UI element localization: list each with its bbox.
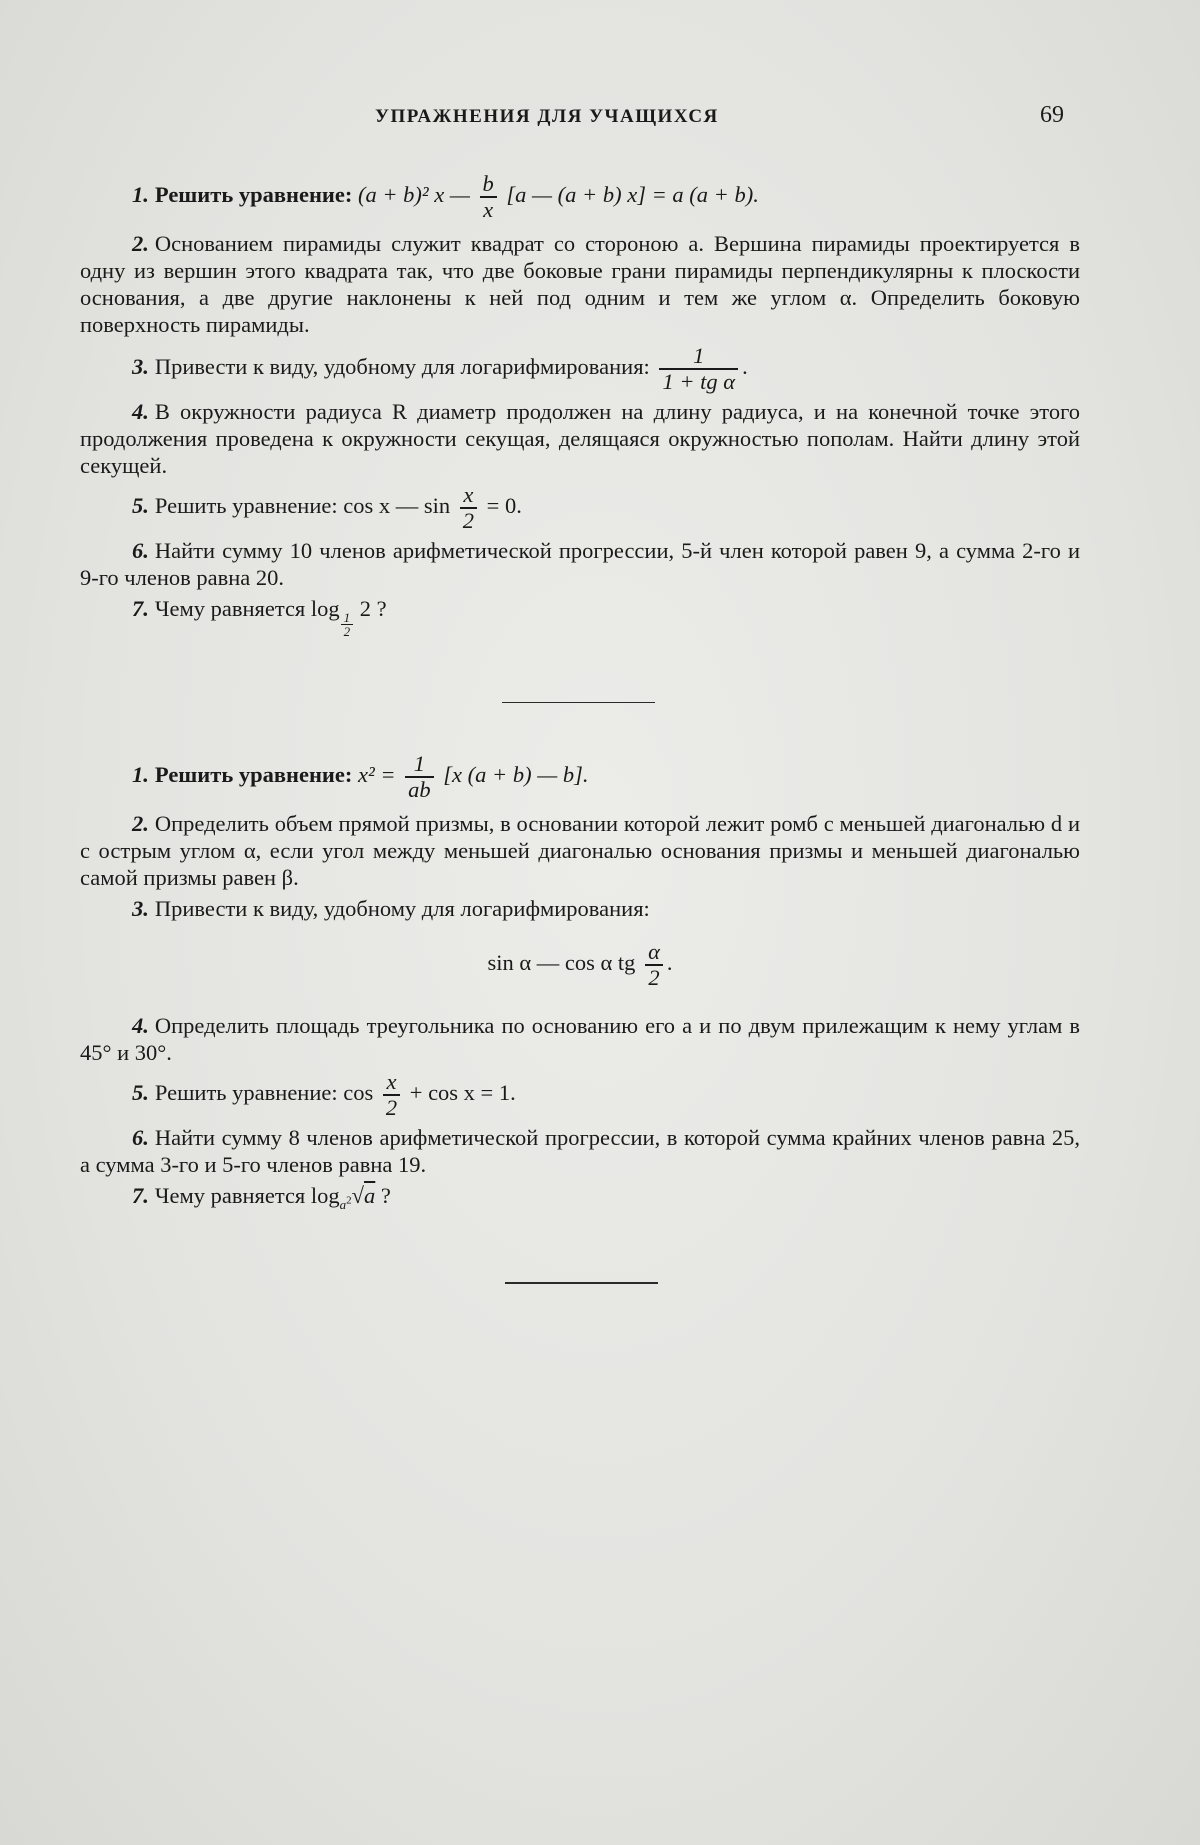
exercise-2-4: 4. Определить площадь треугольника по основанию его a и по двум прилежащим к нему углам в 45° и 30°. xyxy=(80,1013,1080,1065)
fraction: $\frac{b}{x}$ xyxy=(480,172,497,222)
exercise-1-4: 4. В окружности радиуса R диаметр продолжен на длину радиуса, и на конечной точке этого продолжения проведена к окружности секущая, делящаяся окружностью пополам. Найти длину этой секущей. xyxy=(80,399,1080,478)
exercise-1-5: 5. Решить уравнение: cos x — sin $\frac{x}{2}$ = 0. xyxy=(132,482,522,533)
section-divider xyxy=(502,702,655,703)
exercise-1-2: 2. Основанием пирамиды служит квадрат со стороною a. Вершина пирамиды проектируется в одну из вершин этого квадрата так, что две боковые грани пирамиды перпендикулярны к плоскости основания, а две другие наклонены к ней под одним и тем же углом α. Определить боковую поверхность пирамиды. xyxy=(80,231,1080,337)
exercise-2-1: 1. Решить уравнение: x² = $\frac{1}{ab}$ [x (a + b) — b]. xyxy=(132,751,589,802)
exercise-2-5: 5. Решить уравнение: cos $\frac{x}{2}$ + cos x = 1. xyxy=(132,1069,516,1120)
equation: cos $\frac{x}{2}$ + cos x = 1. xyxy=(343,1069,516,1120)
equation: cos x — sin $\frac{x}{2}$ = 0. xyxy=(343,482,522,533)
fraction: $\frac{x}{2}$ xyxy=(460,483,477,533)
exercise-1-7: 7. Чему равняется log $\frac{1}{2}$ 2 ? xyxy=(132,596,387,639)
exercise-2-3: 3. Привести к виду, удобному для логарифмирования: xyxy=(132,896,650,921)
exercise-2-2: 2. Определить объем прямой призмы, в основании которой лежит ромб с меньшей диагональю d и с острым углом α, если угол между меньшей диагональю основания призмы и меньшей диагональю самой призмы равен β. xyxy=(80,811,1080,890)
exercise-2-7: 7. Чему равняется $\log_{a^2}√a$ ? xyxy=(132,1183,391,1212)
page-header xyxy=(0,102,1200,136)
log-expression: log $\frac{1}{2}$ 2 ? xyxy=(310,596,387,639)
log-base-fraction: $\frac{1}{2}$ xyxy=(341,611,354,638)
page-number: 69 xyxy=(1040,102,1064,128)
exercise-set-1 xyxy=(80,172,1080,642)
equation: x² = $\frac{1}{ab}$ [x (a + b) — b]. xyxy=(358,751,589,802)
fraction: $\frac{1}{\text{1 + tg α}}$ xyxy=(659,344,738,394)
exercise-1-6: 6. Найти сумму 10 членов арифметической прогрессии, 5-й член которой равен 9, а сумма 2-го и 9-го членов равна 20. xyxy=(80,538,1080,590)
running-title: УПРАЖНЕНИЯ ДЛЯ УЧАЩИХСЯ xyxy=(375,106,719,127)
fraction: $\frac{x}{2}$ xyxy=(383,1070,400,1120)
section-divider-end xyxy=(505,1282,658,1284)
exercise-2-6: 6. Найти сумму 8 членов арифметической прогрессии, в которой сумма крайних членов равна 25, а сумма 3-го и 5-го членов равна 19. xyxy=(80,1125,1080,1177)
log-expression: $\log_{a^2}√a$ ? xyxy=(310,1183,391,1212)
fraction: $\frac{1}{ab}$ xyxy=(405,752,434,802)
equation: (a + b)² x — $\frac{b}{x}$ [a — (a + b) x] = a (a + b). xyxy=(358,171,759,222)
exercise-1-3: 3. Привести к виду, удобному для логарифмирования: $\frac{1}{\text{1 + tg α}}$ . xyxy=(132,343,748,394)
fraction: $\frac{\alpha}{2}$ xyxy=(645,940,663,990)
root-sign: √ xyxy=(351,1183,365,1208)
display-expression: sin α — cos α tg $\frac{\alpha}{2}$ . xyxy=(487,939,673,990)
exercise-set-2 xyxy=(80,752,1080,1222)
exercise-1-1: 1. Решить уравнение: (a + b)² x — $\frac{b}{x}$ [a — (a + b) x] = a (a + b). xyxy=(132,171,759,222)
